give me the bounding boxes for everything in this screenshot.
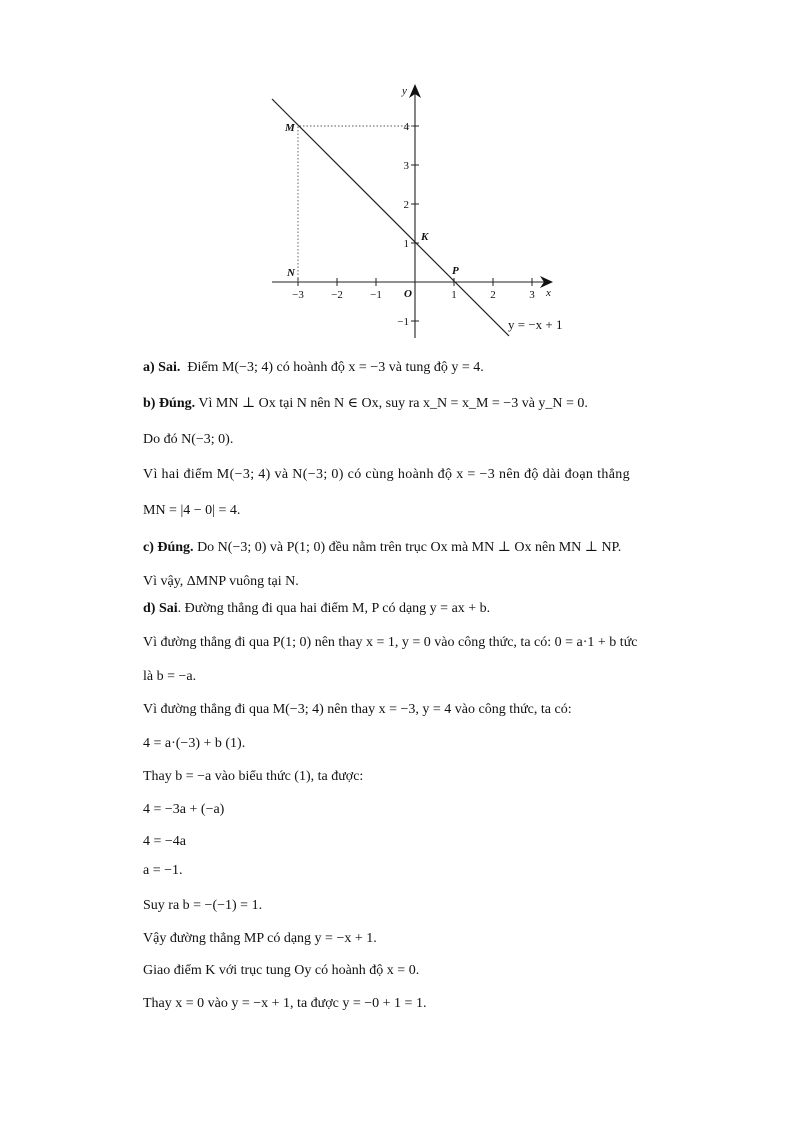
text-line-content: a = −1. xyxy=(143,863,183,878)
text-line-content: Thay x = 0 vào y = −x + 1, ta được y = −0 + 1 = 1. xyxy=(143,996,427,1011)
answer-b-text: Vì MN ⊥ Ox tại N nên N ∈ Ox, suy ra x_N = x_M = −3 và y_N = 0. xyxy=(195,396,588,411)
function-line xyxy=(272,99,509,336)
coordinate-graph xyxy=(262,76,602,346)
origin-label: O xyxy=(404,288,412,300)
text-line xyxy=(143,801,224,819)
point-p-label: P xyxy=(452,265,459,277)
x-tick-label: −2 xyxy=(331,289,343,301)
text-line xyxy=(143,930,377,948)
text-line xyxy=(143,962,419,980)
text-line xyxy=(143,897,262,915)
text-line-content: Thay b = −a vào biểu thức (1), ta được: xyxy=(143,769,364,784)
text-line xyxy=(143,431,233,449)
guide-line-m xyxy=(298,126,415,282)
answer-d-line xyxy=(143,600,490,618)
y-tick-label: 3 xyxy=(403,160,409,172)
x-tick-label: −1 xyxy=(370,289,382,301)
answer-a-line xyxy=(143,359,484,377)
answer-b-verdict: b) Đúng. xyxy=(143,396,196,411)
text-line xyxy=(143,466,630,484)
x-tick-label: 2 xyxy=(490,289,496,301)
y-tick-label: 2 xyxy=(403,199,409,211)
text-line-content: Vì vậy, ΔMNP vuông tại N. xyxy=(143,574,299,589)
text-line xyxy=(143,833,186,851)
text-line xyxy=(143,735,245,753)
text-line xyxy=(143,768,363,786)
text-line-content: Suy ra b = −(−1) = 1. xyxy=(143,898,263,913)
answer-b-line xyxy=(143,395,588,413)
x-tick-label: −3 xyxy=(292,289,304,301)
y-tick-label: 4 xyxy=(403,121,409,133)
text-line xyxy=(143,995,426,1013)
text-line-content: Vì đường thẳng đi qua P(1; 0) nên thay x = 1, y = 0 vào công thức, ta có: 0 = a·1 + b tức xyxy=(143,635,638,650)
answer-d-verdict: d) Sai xyxy=(143,601,178,616)
y-tick-label: 1 xyxy=(403,238,409,250)
y-axis-label: y xyxy=(402,85,407,97)
x-tick-label: 1 xyxy=(451,289,457,301)
answer-c-verdict: c) Đúng. xyxy=(143,540,194,555)
text-line-content: là b = −a. xyxy=(143,669,197,684)
text-line xyxy=(143,573,299,591)
y-tick-label: −1 xyxy=(397,316,409,328)
x-axis-label: x xyxy=(546,287,551,299)
text-line xyxy=(143,701,572,719)
x-tick-label: 3 xyxy=(529,289,535,301)
text-line-content: Vì đường thẳng đi qua M(−3; 4) nên thay x = −3, y = 4 vào công thức, ta có: xyxy=(143,702,572,717)
text-line xyxy=(143,634,638,652)
answer-c-text: Do N(−3; 0) và P(1; 0) đều nằm trên trục Ox mà MN ⊥ Ox nên MN ⊥ NP. xyxy=(193,540,622,555)
answer-d-text: . Đường thẳng đi qua hai điểm M, P có dạng y = ax + b. xyxy=(177,601,491,616)
text-line-content: MN = |4 − 0| = 4. xyxy=(143,503,241,518)
text-line xyxy=(143,862,183,880)
text-line-content: 4 = −4a xyxy=(143,834,187,849)
point-k-label: K xyxy=(421,231,429,243)
text-line-content: 4 = a·(−3) + b (1). xyxy=(143,736,246,751)
answer-a-text: Điểm M(−3; 4) có hoành độ x = −3 và tung độ y = 4. xyxy=(180,360,484,375)
text-line-content: Vì hai điểm M(−3; 4) và N(−3; 0) có cùng hoành độ x = −3 nên độ dài đoạn thẳng xyxy=(143,467,630,482)
text-line-content: Giao điểm K với trục tung Oy có hoành độ x = 0. xyxy=(143,963,420,978)
text-line-content: Vậy đường thẳng MP có dạng y = −x + 1. xyxy=(143,931,377,946)
text-line-content: Do đó N(−3; 0). xyxy=(143,432,234,447)
point-m-label: M xyxy=(285,122,295,134)
answer-c-line xyxy=(143,539,621,557)
point-n-label: N xyxy=(287,267,295,279)
text-line xyxy=(143,502,240,520)
line-equation-label: y = −x + 1 xyxy=(508,317,563,332)
answer-a-verdict: a) Sai. xyxy=(143,360,181,375)
text-line xyxy=(143,668,196,686)
text-line-content: 4 = −3a + (−a) xyxy=(143,802,225,817)
